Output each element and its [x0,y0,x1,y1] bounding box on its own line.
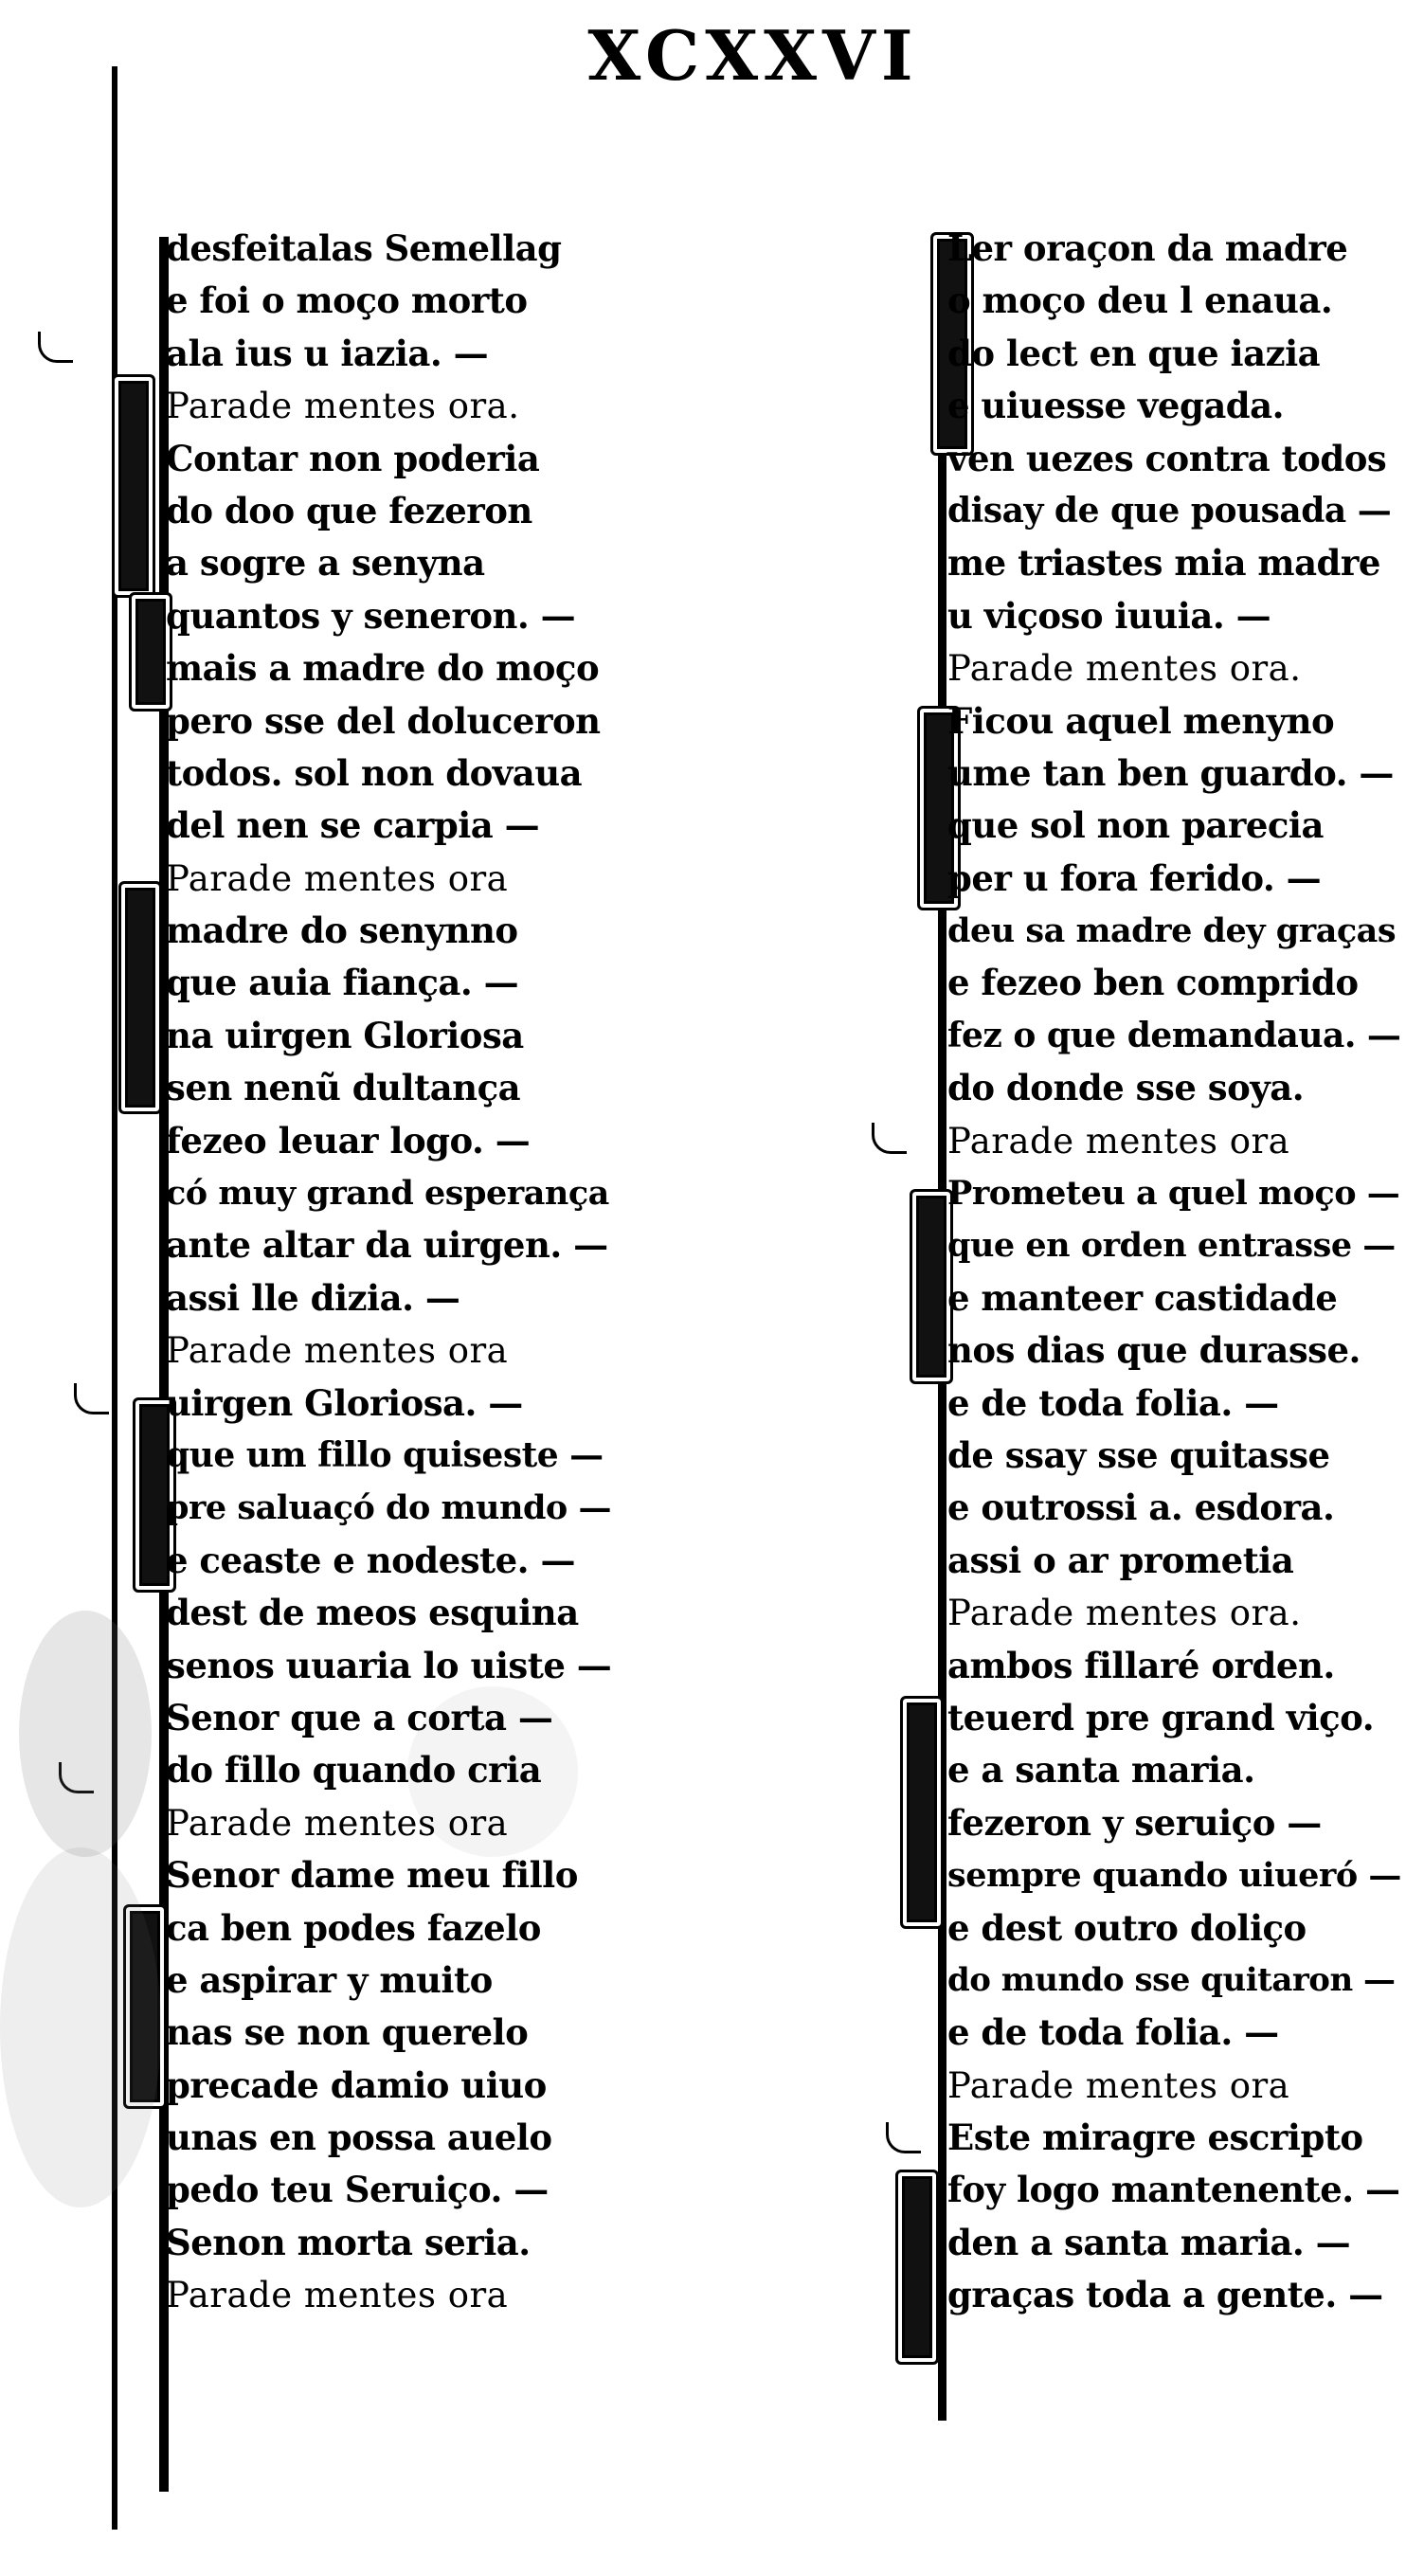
verse-line: do lect en que iazia [947,332,1321,374]
verse-line: nos dias que durasse. [947,1329,1361,1372]
verse-line: e dest outro doliço [947,1906,1307,1949]
refrain-line: Parade mentes ora [166,1330,509,1372]
verse-line: assi o ar prometia [947,1539,1294,1581]
verse-line: todos. sol non dovaua [166,751,583,794]
verse-line: sen nenũ dultança [166,1067,521,1109]
verse-line: Contar non poderia [166,437,540,479]
verse-line: do mundo sse quitaron — [947,1960,1396,1999]
verse-line: que en orden entrasse — [947,1226,1396,1266]
verse-line: e foi o moço morto [166,279,528,322]
verse-line: que sol non parecia [947,804,1324,847]
verse-line: a sogre a senyna [166,542,485,585]
verse-line: mais a madre do moço [166,647,600,690]
verse-line: foy logo mantenente. — [947,2169,1400,2211]
decorated-initial-e [118,881,162,1114]
verse-line: ala ius u iazia. — [166,332,489,374]
decorated-initial-e2 [895,2170,939,2365]
verse-line: ante altar da uirgen. — [166,1224,608,1267]
refrain-line: Parade mentes ora [166,1802,509,1844]
verse-line: Senor que a corta — [166,1696,553,1738]
verse-line: Senon morta seria. [166,2221,531,2263]
verse-line: do doo que fezeron [166,489,532,531]
flourish-ornament [886,2122,921,2153]
verse-line: que auia fiança. — [166,962,519,1004]
verse-line: Prometeu a quel moço — [947,1174,1400,1214]
decorated-initial-c [112,374,155,598]
verse-line: e a santa maria. [947,1749,1255,1792]
verse-line: uirgen Gloriosa. — [166,1381,523,1424]
refrain-line: Parade mentes ora [166,857,509,899]
right-text-column [947,223,1402,2322]
verse-line: unas en possa auelo [166,2117,552,2159]
verse-line: Ficou aquel menyno [947,699,1335,742]
verse-line: o moço deu l enaua. [947,279,1333,322]
verse-line: per u fora ferido. — [947,856,1322,899]
verse-line: me triastes mia madre [947,542,1380,585]
verse-line: que um fillo quiseste — [166,1434,604,1475]
verse-line: e aspirar y muito [166,1958,493,2001]
verse-line: Ler oraçon da madre [947,227,1348,269]
verse-line: Senor dame meu fillo [166,1854,578,1897]
verse-line: deu sa madre dey graças [947,911,1397,951]
refrain-line: Parade mentes ora. [166,386,520,427]
verse-line: e outrossi a. esdora. [947,1486,1335,1529]
verse-line: e ceaste e nodeste. — [166,1539,575,1581]
flourish-ornament [872,1123,907,1154]
verse-line: ume tan ben guardo. — [947,751,1394,794]
refrain-line: Parade mentes ora [947,2064,1290,2106]
verse-line: có muy grand esperança [166,1174,609,1214]
verse-line: do donde sse soya. [947,1067,1305,1109]
decorated-initial-a2 [900,1696,944,1929]
verse-line: senos uuaria lo uiste — [166,1644,612,1686]
verse-line: fezeo leuar logo. — [166,1119,531,1162]
verse-line: e uiuesse vegada. [947,385,1285,427]
verse-line: nas se non querelo [166,2011,529,2054]
verse-line: pero sse del doluceron [166,699,601,742]
parchment-stain [19,1611,152,1857]
verse-line: assi lle dizia. — [166,1276,460,1319]
verse-line: de ssay sse quitasse [947,1433,1330,1476]
refrain-line: Parade mentes ora [947,1120,1290,1162]
verse-line: e fezeo ben comprido [947,962,1359,1004]
folio-number: XCXXVI [587,15,919,96]
verse-line: fezeron y seruiço — [947,1801,1322,1844]
verse-line: e de toda folia. — [947,1381,1279,1424]
left-text-column [166,223,611,2322]
verse-line: ven uezes contra todos [947,437,1387,479]
verse-line: e manteer castidade [947,1276,1338,1319]
verse-line: den a santa maria. — [947,2221,1351,2263]
verse-line: precade damio uiuo [166,2063,547,2106]
verse-line: sempre quando uiueró — [947,1856,1401,1896]
verse-line: quantos y seneron. — [166,594,576,637]
flourish-ornament [74,1383,109,1414]
verse-line: do fillo quando cria [166,1749,542,1792]
verse-line: madre do senynno [166,910,518,952]
verse-line: pre saluaçó do mundo — [166,1488,611,1528]
verse-line: graças toda a gente. — [947,2274,1383,2316]
verse-line: ambos fillaré orden. [947,1644,1335,1686]
verse-line: dest de meos esquina [166,1592,579,1634]
refrain-line: Parade mentes ora. [947,648,1302,690]
flourish-ornament [38,332,73,363]
verse-line: teuerd pre grand viço. [947,1696,1375,1738]
verse-line: ca ben podes fazelo [166,1906,541,1949]
verse-line: desfeitalas Semellag [166,227,562,269]
verse-line: del nen se carpia — [166,804,540,847]
verse-line: disay de que pousada — [947,490,1392,531]
verse-line: u viçoso iuuia. — [947,594,1271,637]
verse-line: e de toda folia. — [947,2011,1279,2054]
verse-line: fez o que demandaua. — [947,1015,1401,1055]
verse-line: Este miragre escripto [947,2117,1363,2159]
refrain-line: Parade mentes ora [166,2275,509,2316]
refrain-line: Parade mentes ora. [947,1593,1302,1634]
verse-line: na uirgen Gloriosa [166,1014,524,1056]
parchment-stain [0,1847,161,2207]
verse-line: pedo teu Seruiço. — [166,2169,549,2211]
